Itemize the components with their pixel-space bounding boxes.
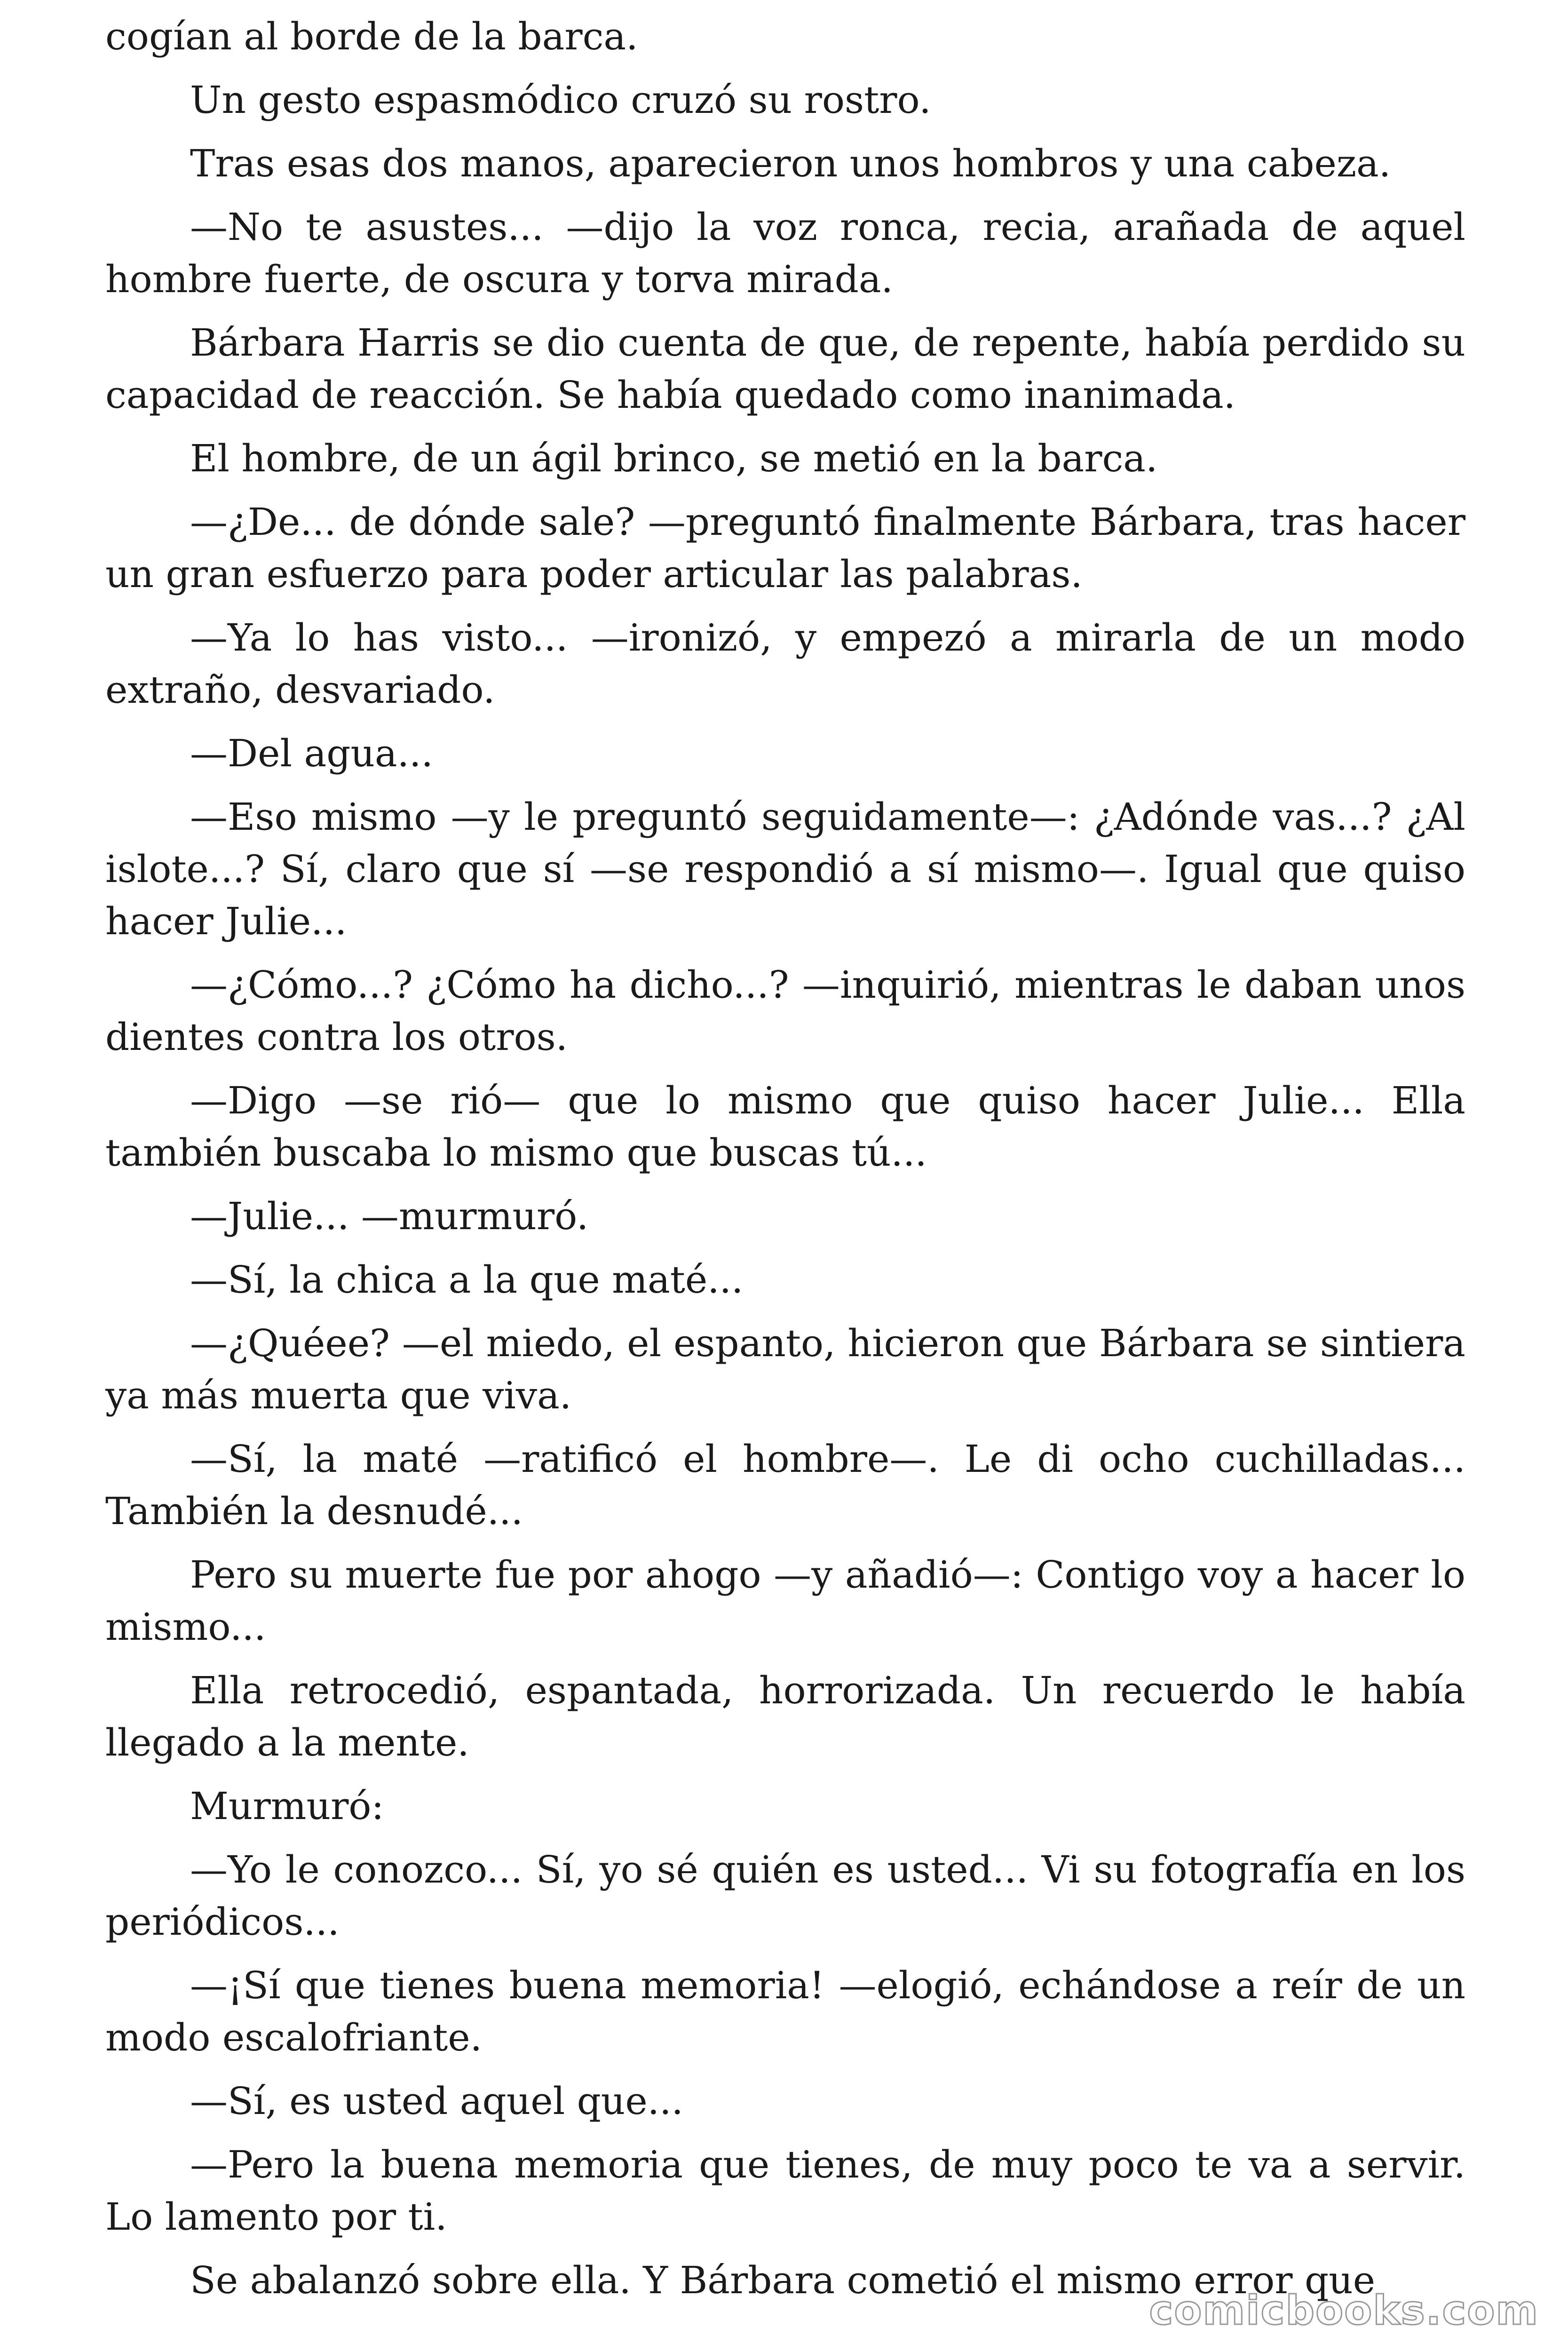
paragraph: —¿De... de dónde sale? —preguntó finalmente Bárbara, tras hacer un gran esfuerzo para poder articular las palabras. bbox=[105, 500, 1465, 596]
paragraph: —Ya lo has visto... —ironizó, y empezó a mirarla de un modo extraño, desvariado. bbox=[105, 616, 1465, 712]
paragraph: El hombre, de un ágil brinco, se metió en la barca. bbox=[190, 437, 1158, 480]
paragraph: —Julie... —murmuró. bbox=[190, 1194, 589, 1238]
paragraph: —Sí, es usted aquel que... bbox=[190, 2079, 683, 2123]
paragraph: Pero su muerte fue por ahogo —y añadió—: Contigo voy a hacer lo mismo... bbox=[105, 1553, 1465, 1649]
paragraph: —Digo —se rió— que lo mismo que quiso hacer Julie... Ella también buscaba lo mismo que buscas tú... bbox=[105, 1079, 1465, 1175]
paragraph: —Yo le conozco... Sí, yo sé quién es usted... Vi su fotografía en los periódicos... bbox=[105, 1848, 1465, 1944]
paragraph: Murmuró: bbox=[190, 1784, 384, 1828]
paragraph: cogían al borde de la barca. bbox=[105, 15, 638, 58]
paragraph: —Eso mismo —y le preguntó seguidamente—: ¿Adónde vas...? ¿Al islote...? Sí, claro que sí —se respondió a sí mismo—. Igual que quiso hacer Julie... bbox=[105, 795, 1465, 943]
book-page-text bbox=[105, 10, 1465, 2318]
paragraph: Bárbara Harris se dio cuenta de que, de repente, había perdido su capacidad de reacción. Se había quedado como inanimada. bbox=[105, 321, 1465, 417]
paragraph: —¿Cómo...? ¿Cómo ha dicho...? —inquirió, mientras le daban unos dientes contra los otros. bbox=[105, 963, 1465, 1059]
paragraph: —¿Quéee? —el miedo, el espanto, hicieron que Bárbara se sintiera ya más muerta que viva. bbox=[105, 1321, 1465, 1417]
paragraph: —Sí, la chica a la que maté... bbox=[190, 1258, 744, 1302]
paragraph: —No te asustes... —dijo la voz ronca, recia, arañada de aquel hombre fuerte, de oscura y torva mirada. bbox=[105, 205, 1465, 301]
paragraph: Un gesto espasmódico cruzó su rostro. bbox=[190, 78, 931, 122]
watermark: comicbooks.com bbox=[1149, 2287, 1539, 2334]
paragraph: —Sí, la maté —ratificó el hombre—. Le di ocho cuchilladas... También la desnudé... bbox=[105, 1437, 1465, 1533]
paragraph: Tras esas dos manos, aparecieron unos hombros y una cabeza. bbox=[190, 142, 1391, 185]
paragraph: Se abalanzó sobre ella. Y Bárbara cometió el mismo error que bbox=[190, 2258, 1376, 2302]
paragraph: Ella retrocedió, espantada, horrorizada. Un recuerdo le había llegado a la mente. bbox=[105, 1669, 1465, 1764]
paragraph: —Del agua... bbox=[190, 731, 433, 775]
paragraph: —Pero la buena memoria que tienes, de muy poco te va a servir. Lo lamento por ti. bbox=[105, 2143, 1465, 2239]
paragraph: —¡Sí que tienes buena memoria! —elogió, echándose a reír de un modo escalofriante. bbox=[105, 1963, 1465, 2059]
